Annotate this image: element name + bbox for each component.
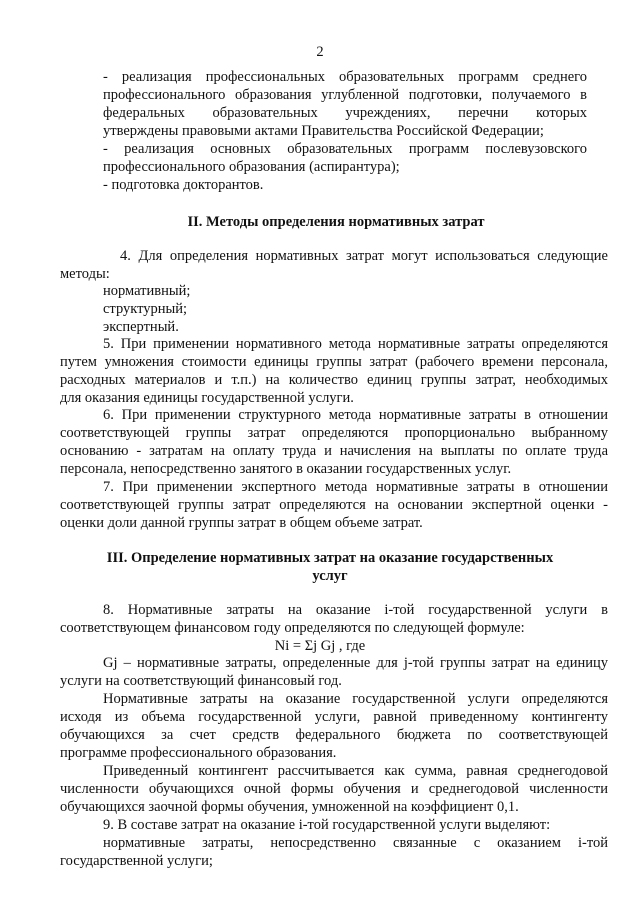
paragraph-line: Нормативные затраты на оказание государственной услуги определяются <box>103 691 608 707</box>
paragraph-line: 7. При применении экспертного метода нормативные затраты в отношении <box>103 479 608 495</box>
paragraph-line: персонала, непосредственно занятого в оказании государственных услуг. <box>60 461 512 477</box>
paragraph-line: методы: <box>60 266 110 282</box>
section-heading: услуг <box>312 568 348 584</box>
paragraph-line: путем умножения стоимости единицы группы затрат (рабочего времени персонала, <box>60 354 608 370</box>
paragraph-line: государственной услуги; <box>60 853 213 869</box>
paragraph-line: соответствующем финансовом году определяются по следующей формуле: <box>60 620 525 636</box>
method-item: нормативный; <box>103 283 191 299</box>
paragraph-line: 4. Для определения нормативных затрат могут использоваться следующие <box>120 248 608 264</box>
page-number: 2 <box>316 44 324 60</box>
list-item-line: утверждены правовыми актами Правительства Российской Федерации; <box>103 123 544 139</box>
paragraph-line: 8. Нормативные затраты на оказание i-той государственной услуги в <box>103 602 608 618</box>
paragraph-line: Приведенный контингент рассчитывается как сумма, равная среднегодовой <box>103 763 608 779</box>
paragraph-line: обучающихся заочной формы обучения, умноженной на коэффициент 0,1. <box>60 799 519 815</box>
list-item-line: профессионального образования углубленной подготовки, получаемого в <box>103 87 587 103</box>
paragraph-line: нормативные затраты, непосредственно связанные с оказанием i-той <box>103 835 608 851</box>
definition-line: Gj – нормативные затраты, определенные для j-той группы затрат на единицу <box>103 655 608 671</box>
paragraph-line: соответствующей группы затрат определяются на основании экспертной оценки - <box>60 497 608 513</box>
paragraph-line: основанию - затратам на оплату труда и начисления на выплаты по оплате труда <box>60 443 608 459</box>
method-item: экспертный. <box>103 319 179 335</box>
section-heading: III. Определение нормативных затрат на оказание государственных <box>106 550 554 566</box>
method-item: структурный; <box>103 301 188 317</box>
paragraph-line: исходя из объема государственной услуги, равной приведенному контингенту <box>60 709 608 725</box>
paragraph-line: обучающихся за счет средств федерального бюджета по соответствующей <box>60 727 608 743</box>
formula: Ni = Σj Gj , где <box>274 638 366 654</box>
list-item-line: профессионального образования (аспирантура); <box>103 159 400 175</box>
list-item-line: - реализация профессиональных образовательных программ среднего <box>103 69 587 85</box>
paragraph-line: 5. При применении нормативного метода нормативные затраты определяются <box>103 336 608 352</box>
paragraph-line: расходных материалов и т.п.) на количество единиц группы затрат, необходимых <box>60 372 608 388</box>
paragraph-line: программе профессионального образования. <box>60 745 337 761</box>
paragraph-line: 6. При применении структурного метода нормативные затраты в отношении <box>103 407 608 423</box>
paragraph-line: численности обучающихся очной формы обучения и среднегодовой численности <box>60 781 608 797</box>
definition-line: услуги на соответствующий финансовый год. <box>60 673 342 689</box>
list-item-line: федеральных образовательных учреждениях, перечни которых <box>103 105 587 121</box>
paragraph-line: оценки доли данной группы затрат в общем объеме затрат. <box>60 515 423 531</box>
section-heading: II. Методы определения нормативных затрат <box>187 214 485 230</box>
list-item-line: - подготовка докторантов. <box>103 177 264 193</box>
paragraph-line: соответствующей группы затрат определяются пропорционально выбранному <box>60 425 608 441</box>
list-item-line: - реализация основных образовательных программ послевузовского <box>103 141 587 157</box>
paragraph-line: для оказания единицы государственной услуги. <box>60 390 354 406</box>
paragraph-line: 9. В составе затрат на оказание i-той государственной услуги выделяют: <box>103 817 551 833</box>
